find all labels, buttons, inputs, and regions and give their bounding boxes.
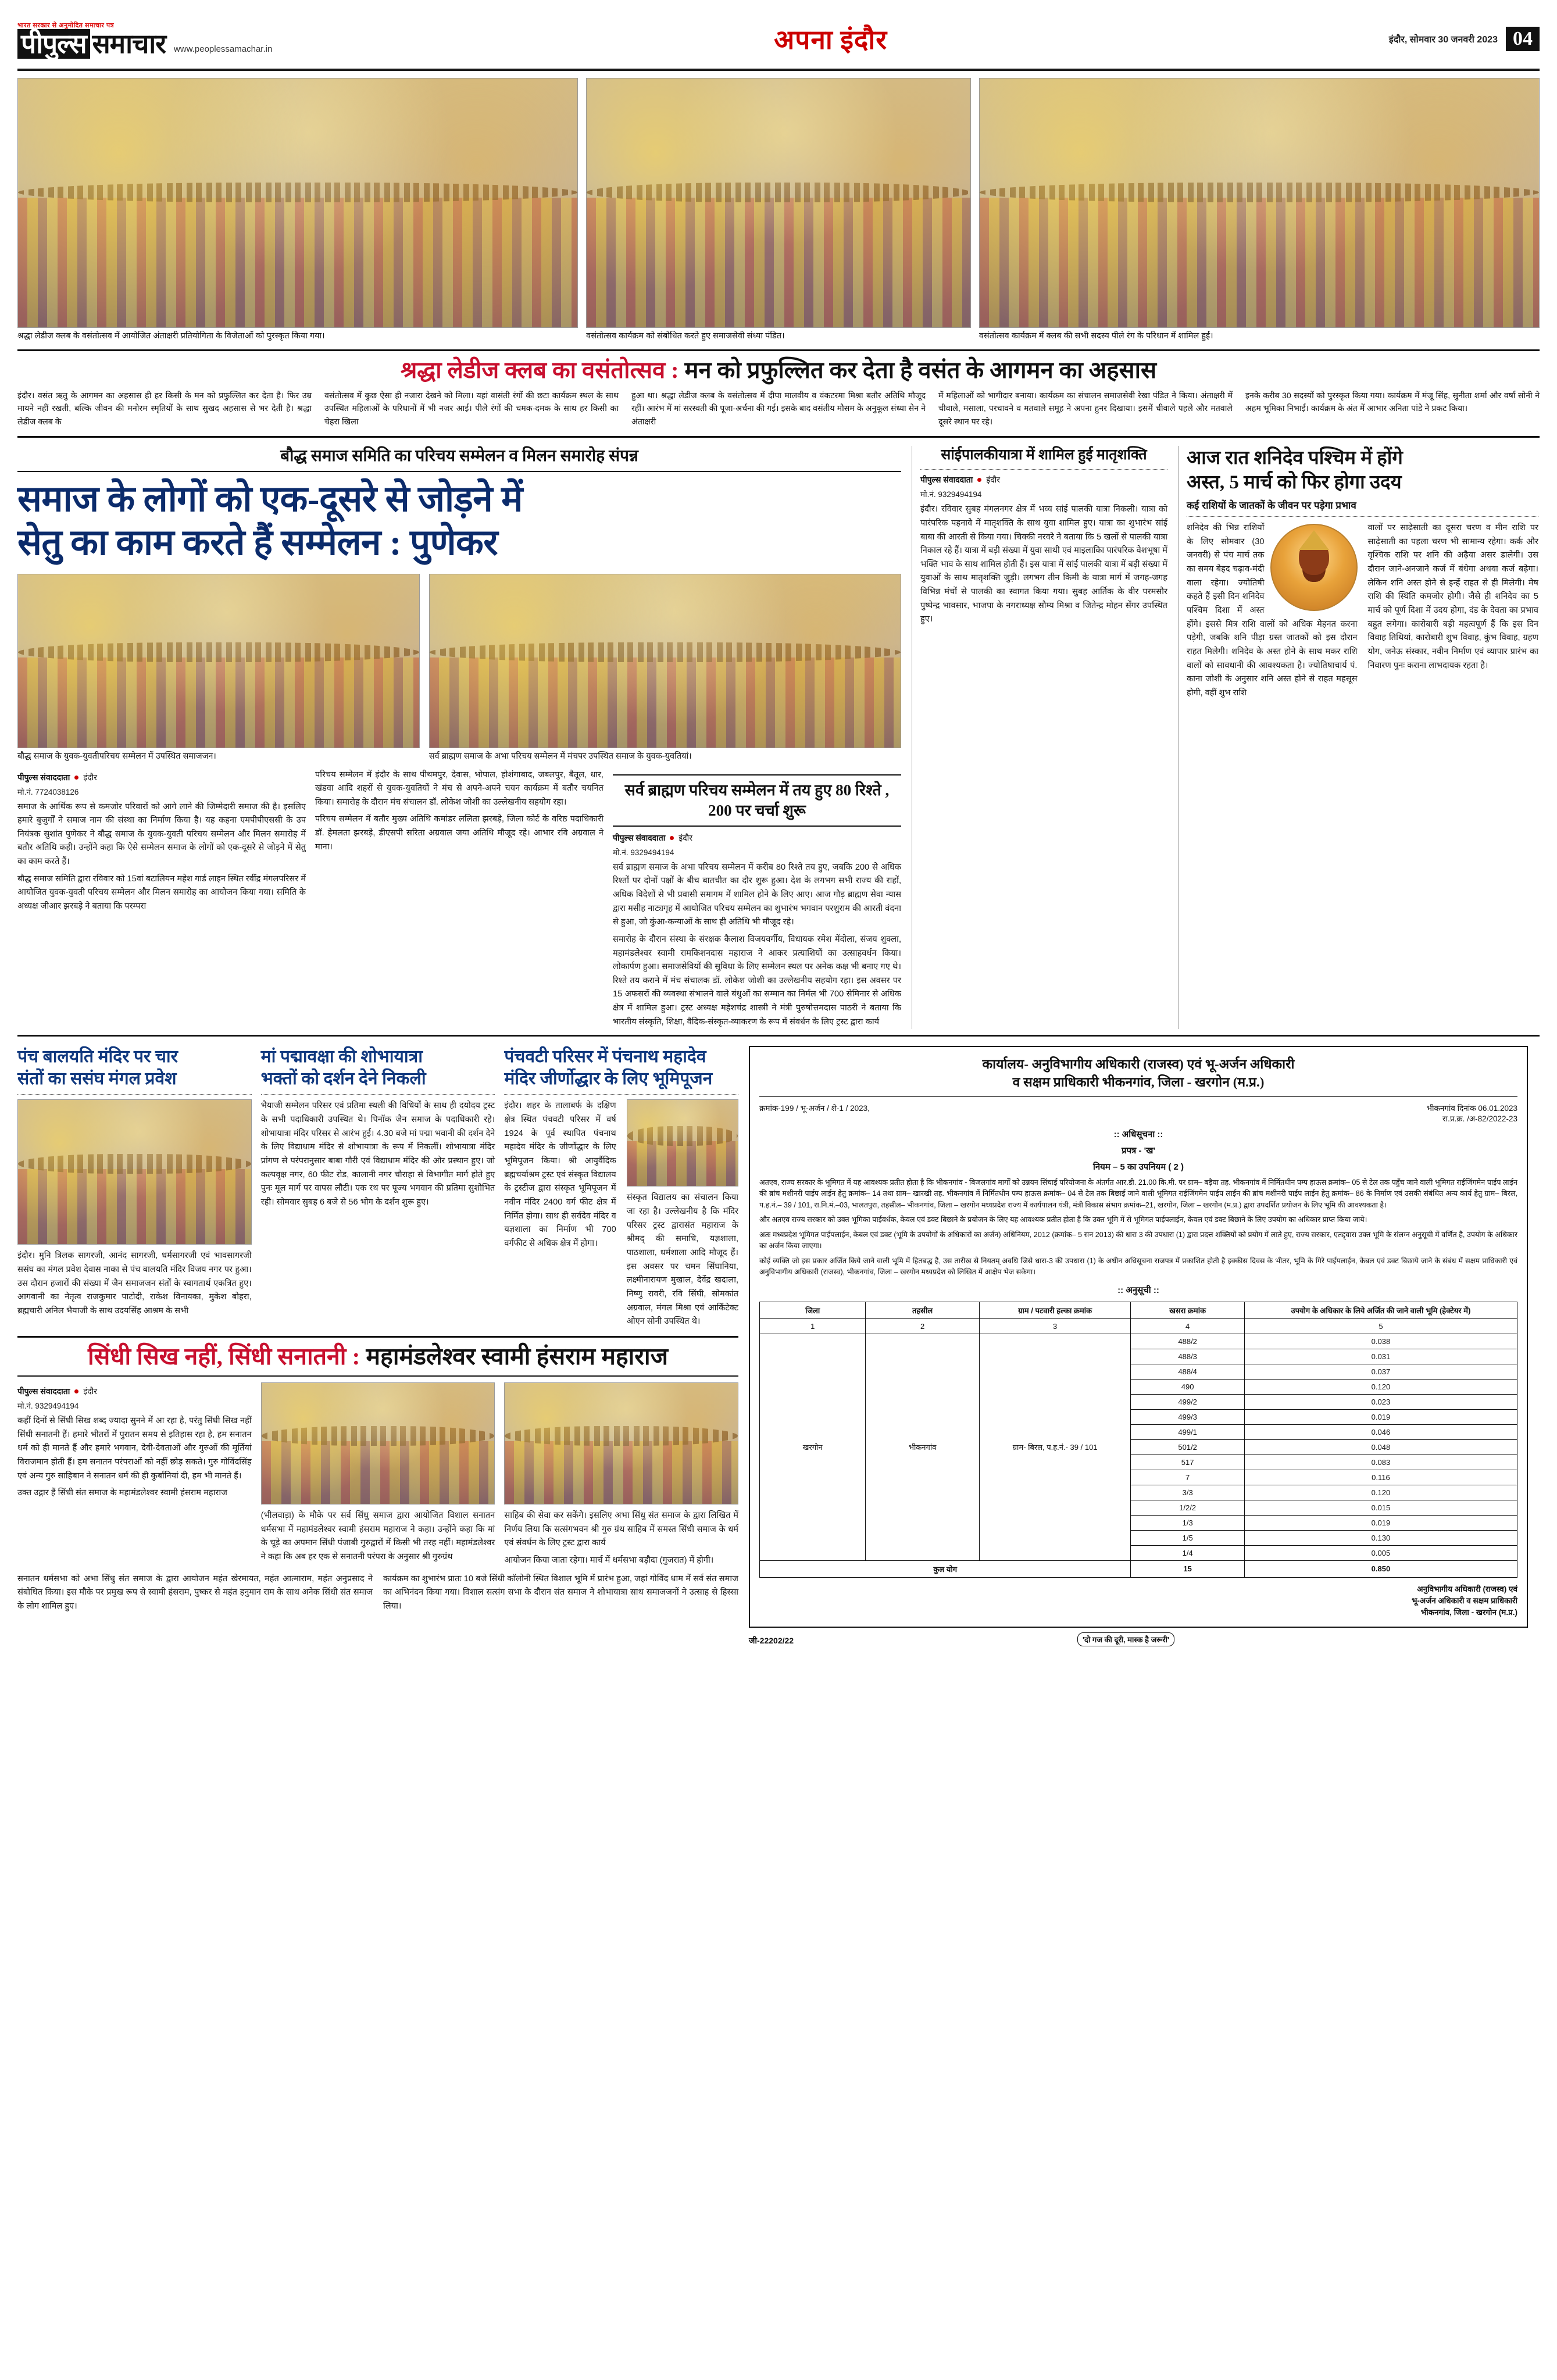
photo-panch-balyati: [17, 1099, 252, 1245]
sindhi-headline-black: महामंडलेश्वर स्वामी हंसराम महाराज: [366, 1342, 669, 1370]
shani-subhead: कई राशियों के जातकों के जीवन पर पड़ेगा प्रभाव: [1187, 500, 1356, 512]
shani-deity-icon: [1270, 524, 1358, 611]
notice-adhisuchana-label: :: अधिसूचना ::: [1113, 1129, 1163, 1139]
bottom-left-stories: [17, 1046, 738, 1646]
notice-footer: [749, 1632, 1528, 1646]
td-area-hectare: 0.005: [1244, 1545, 1517, 1560]
logo-title: [17, 28, 166, 59]
td-district: खरगोन: [760, 1334, 866, 1560]
buddh-byline-tag: पीपुल्स संवाददाता: [17, 772, 70, 782]
notice-footer-code: जी-22202/22: [749, 1636, 794, 1646]
shradha-headline: [17, 357, 1540, 384]
buddh-photo-caption-1: बौद्ध समाज के युवक-युवतीपरिचय सम्मेलन में उपस्थित समाजजन।: [17, 751, 216, 761]
sai-headline: सांईपालकीयात्रा में शामिल हुई मातृशक्ति: [941, 446, 1147, 463]
buddh-photo-cell-2: [429, 574, 901, 763]
td-khasra-number: 517: [1131, 1455, 1244, 1470]
td-num-2: 2: [866, 1318, 979, 1334]
sindhi-headline: [17, 1342, 738, 1371]
td-khasra-number: 1/5: [1131, 1530, 1244, 1545]
td-num-5: 5: [1244, 1318, 1517, 1334]
td-area-hectare: 0.083: [1244, 1455, 1517, 1470]
sindhi-body-5: उक्त उद्गार हैं सिंधी संत समाज के महामंडलेश्वर स्वामी हंसराम महाराज: [17, 1488, 227, 1498]
buddh-text-col-2: [315, 769, 603, 1030]
brahman-byline: [613, 832, 901, 844]
panch-body: इंदौर। मुनि त्रिलक सागरजी, आनंद सागरजी, धर्मसागरजी एवं भावसागरजी ससंघ का मंगल प्रवेश देवास नाका से पंच बालयति मंदिर विजय नगर पर हुआ। उस दौरान हजारों की संख्या में जैन समाजजन संतों के स्वागतार्थ एकत्रित हुए। आगवानी का नेतृत्व राजकुमार पाटोदी, राकेश विनायका, मुकेश बोहरा, ब्रह्मचारी अनिल भैयाजी के साथ उदयसिंह आश्रम के सभी: [17, 1251, 252, 1316]
shradha-col-2: वसंतोत्सव में कुछ ऐसा ही नजारा देखने को मिला। यहां वासंती रंगों की छटा कार्यक्रम स्थल के साथ उपस्थित महिलाओं के परिधानों में भी नजर आई। पीले रंगों की चमक-दमक के साथ हर किसी का चेहरा खिला: [324, 391, 619, 427]
sindhi-headline-red: सिंधी सिख नहीं, सिंधी सनातनी :: [87, 1342, 360, 1370]
sindhi-byline: [17, 1386, 252, 1397]
td-village: ग्राम- बिरल, प.ह.नं.- 39 / 101: [979, 1334, 1131, 1560]
bullet-icon: [977, 478, 981, 482]
td-khasra-number: 1/3: [1131, 1515, 1244, 1530]
page-number: 04: [1506, 27, 1540, 51]
sindhi-body-7: कार्यक्रम का शुभारंभ प्रातः 10 बजे सिंधी कॉलोनी स्थित विशाल भूमि में प्रारंभ हुआ, जहां गोविंद धाम में सर्व संत समाज का अभिनंदन किया गया। विशाल सत्संग सभा के दौरान संत समाज ने शोभायात्रा साथ समाजजनों ने उत्साह से हिस्सा लिया।: [383, 1574, 738, 1611]
maa-body: भैयाजी सम्मेलन परिसर एवं प्रतिमा स्थली की विधियों के साथ ही दयोदय ट्रस्ट के सभी पदाधिकारी उपस्थित थे। पिनॉक जैन समाज के पदाधिकारी रहे। शोभायात्रा मंदिर परिसर से आरंभ हुई। 4.30 बजे मां पद्मा भवानी की दर्शन देने के लिए विद्याधाम मंदिर से शोभायात्रा के रूप में निकलीं। शोभायात्रा मंदिर प्रांगण से परंपरानुसार बाबा गौरी एवं विद्याधाम मंदिर की ओर प्रस्थान हुए। जो कल्पवृक्ष नगर, 60 फीट रोड, कालानी नगर चौराहा से विभागीत मार्ग होते हुए पुनः मूल मार्ग पर वापस लौटी। एक रथ पर पूज्य भगवान की प्रतिमा सुशोभित रही। सोमवार सुबह 6 बजे से 56 भोग के दर्शन शुरू हुए।: [260, 1101, 495, 1207]
sindhi-body-4: सनातन धर्मसभा को अभा सिंधु संत समाज के द्वारा आयोजन महंत खेरमायत, महंत आत्माराम, महंत अनुप्रसाद ने संबोधित किया। इस मौके पर प्रमुख रूप से स्वामी हंसराम, पुष्कर से महंत हनुमान राम के साथ अनेक सिंधी संत समाज के लोग शामिल हुए।: [17, 1574, 373, 1611]
buddh-body-4: परिचय सम्मेलन में बतौर मुख्य अतिथि कमांडर ललिता झरबड़े, जिला कोर्ट के वरिष्ठ पदाधिकारी डॉ. हेमलता झरबड़े, डीएसपी सरिता अग्रवाल जया अतिथि मौजूद रहे। आभार रवि अग्रवाल ने माना।: [315, 814, 603, 852]
buddh-mobile: मो.नं. 7724038126: [17, 787, 79, 796]
maa-headline-line1: मां पद्मावक्षा की शोभायात्रा: [260, 1047, 423, 1067]
khasra-table-body: [760, 1334, 1517, 1560]
td-area-hectare: 0.037: [1244, 1364, 1517, 1379]
sindhi-byline-location: इंदौर: [83, 1386, 98, 1396]
brahman-article: [613, 769, 901, 1030]
sindhi-article: [17, 1336, 738, 1377]
td-total-count: 15: [1131, 1560, 1244, 1577]
buddh-kicker: बौद्ध समाज समिति का परिचय सम्मेलन व मिलन समारोह संपन्न: [17, 446, 901, 472]
notice-meta: [759, 1103, 1517, 1124]
td-khasra-number: 499/1: [1131, 1424, 1244, 1439]
photo-sindhi-sabha: [261, 1382, 495, 1505]
notice-para-4: कोई व्यक्ति जो इस प्रकार अर्जित किये जाने वाली भूमि में हितबद्ध है, उस तारीख से नियतम् अवधि जिसे धारा-3 की उपधारा (1) के अधीन अधिसूचना राजपत्र में प्रकाशित होती है इक्कीस दिवस के भीतर, भूमि के गिरे पाईपलाईन, केबल एवं डक्ट बिछाये जाने के संबंध में सक्षम प्राधिकारी एवं अनुविभागीय अधिकारी (राजस्व), भीकनगांव, जिला – खरगोन मध्यप्रदेश को लिखित में आक्षेप भेज सकेगा।: [759, 1256, 1517, 1277]
covid-slogan: 'दो गज की दूरी, मास्क है जरूरी': [1077, 1632, 1174, 1646]
buddh-photo-caption-2: सर्व ब्राह्मण समाज के अभा परिचय सम्मेलन में मंचपर उपस्थित समाज के युवक-युवतियां।: [428, 751, 692, 761]
photo-sindhi-sant: [504, 1382, 738, 1505]
td-khasra-number: 501/2: [1131, 1439, 1244, 1455]
td-area-hectare: 0.015: [1244, 1500, 1517, 1515]
td-area-hectare: 0.116: [1244, 1470, 1517, 1485]
brahman-headline: सर्व ब्राह्मण परिचय सम्मेलन में तय हुए 80 रिश्ते , 200 पर चर्चा शुरू: [613, 774, 901, 827]
shradha-body: [17, 389, 1540, 429]
masthead: [17, 15, 1540, 71]
notice-prapatra-label: प्रपत्र - 'ख': [1121, 1145, 1156, 1156]
td-khasra-number: 490: [1131, 1379, 1244, 1394]
notice-para-2: और अतएव राज्य सरकार को उक्त भूमिका पाईवर्धक, केवल एवं डक्ट बिछाने के प्रयोजन के लिए यह आवश्यक प्रतीत होता है कि उक्त भूमि में से भूमिगत पाईपलाईन, केवल एवं डक्ट बिछाने के लिए उपयोग का अधिकार प्राप्त किया जाये।: [759, 1216, 1367, 1224]
shradha-col-3: हुआ था। श्रद्धा लेडीज क्लब के वसंतोत्सव में दीपा मालवीय व वंकटरमा मिश्रा बतौर अतिथि मौजूद रहीं। आरंभ में मां सरस्वती की पूजा-अर्चना की गई। इसके बाद वसंतीय मौसम के अनुकूल संध्या सेन ने अंताक्षरी: [631, 391, 926, 427]
td-num-4: 4: [1131, 1318, 1244, 1334]
sai-article: [912, 446, 1167, 1030]
td-num-3: 3: [979, 1318, 1131, 1334]
maa-article: [261, 1046, 495, 1328]
table-row: [760, 1334, 1517, 1349]
td-area-hectare: 0.120: [1244, 1485, 1517, 1500]
shradha-article: [17, 349, 1540, 438]
td-total-area: 0.850: [1244, 1560, 1517, 1577]
td-area-hectare: 0.031: [1244, 1349, 1517, 1364]
brahman-byline-location: इंदौर: [678, 832, 693, 842]
shradha-col-4: में महिलाओं को भागीदार बनाया। कार्यक्रम का संचालन समाजसेवी रेखा पंडित ने किया। अंताक्षरी में चीवाले, मसाला, परचावने व मतवाले समूह ने अपना हुनर दिखाया। इसमें चीवाले पहले और मतवाले दूसरे स्थान पर रहे।: [938, 391, 1233, 427]
photo-caption-1: श्रद्धा लेडीज क्लब के वसंतोत्सव में आयोजित अंताक्षरी प्रतियोगिता के विजेताओं को पुरस्कृत किया गया।: [17, 331, 325, 341]
td-area-hectare: 0.019: [1244, 1409, 1517, 1424]
td-khasra-number: 7: [1131, 1470, 1244, 1485]
shani-body-1: शनिदेव की भिन्न राशियों के लिए सोमवार (30 जनवरी) से पंच मार्च तक का समय बेहद चढ़ाव-मंदी वाला रहेगा। ज्योतिषी कहते हैं इसी दिन शनिदेव पश्चिम दिशा में अस्त होंगे। इससे मित्र राशि वालों को अधिक मेहनत करना पड़ेगी, जबकि शनि पीड़ा ग्रस्त जातकों को इस दौरान राहत मिलेगी। शनिदेव के अस्त होने के साथ मकर राशि वालों को सावधानी की आवश्यकता है। ज्योतिषाचार्य पं. काना जोशी के अनुसार शनि अस्त होने से राहत महसूस होगी, वहीं शुभ राशि: [1187, 523, 1358, 698]
sai-body: इंदौर। रविवार सुबह मंगलनगर क्षेत्र में भव्य सांई पालकी यात्रा निकली। यात्रा को पारंपरिक पहनावे में मातृशक्ति के साथ युवा शामिल हुए। यात्रा का शुभारंभ सांई बाबा की आरती से किया गया। चिक्की नरवरे ने बताया कि 5 खलों से पालकी यात्रा निकाल रहे हैं। यात्रा में बड़ी संख्या में युवा साथी एवं माइलाकिा पारंपरिक वेशभूषा में भक्ति भाव के साथ शामिल होती हैं। इस यात्रा में सांई पालकी यात्रा में बड़ी संख्या में युवाओं के साथ मातृशक्ति जुड़ी। लगभग तीन किमी के यात्रा मार्ग में जगह-जगह विभिन्न मंचों से पालकी का स्वागत किया गया। सुबह आर्तिक के वीर परमसौर पुष्पेन्द्र भावसार, भाजपा के नगराध्यक्ष सौम्य मिश्रा व जितेन्द्र मोहन सेंगर उपस्थित हुए।: [920, 505, 1167, 624]
panchvati-headline-line1: पंचवटी परिसर में पंचनाथ महादेव: [504, 1047, 706, 1067]
logo-title-part2: समाचार: [92, 28, 166, 59]
main-zone: [17, 446, 1540, 1030]
logo-tagline: भारत सरकार से अनुमोदित समाचार पत्र: [17, 22, 115, 29]
sindhi-col-2: [261, 1382, 495, 1568]
th-district: जिला: [760, 1302, 866, 1318]
notice-box: [749, 1046, 1528, 1628]
sindhi-body-3: साहिब की सेवा कर सकेंगे। इसलिए अभा सिंधु संत समाज के द्वारा लिखित में निर्णय लिया कि सत्संगभवन श्री गुरु ग्रंथ साहिब में समस्त सिंधी समाज के धर्म एवं संवर्धन के लिए ट्रस्ट द्वारा कार्य: [504, 1511, 739, 1548]
photo-brahman-sammelan: [429, 574, 901, 748]
td-total-label: कुल योग: [760, 1560, 1131, 1577]
buddh-body-2: बौद्ध समाज समिति द्वारा रविवार को 15वां बटालियन महेश गार्ड लाइन स्थित रवींद्र मंगलपरिसर में आयोजित युवक-युवती परिचय सम्मेलन और मिलन समारोह का आयोजन किया गया। समिति के अध्यक्ष जीआर झरबड़े ने बताया कि परम्परा: [17, 874, 306, 912]
notice-case-number: रा.प्र.क्र. /अ-82/2022-23: [1442, 1114, 1517, 1123]
bottom-zone: [17, 1046, 1540, 1646]
shani-headline-line2: अस्त, 5 मार्च को फिर होगा उदय: [1187, 471, 1402, 493]
masthead-left: [17, 21, 272, 58]
table-number-row: [760, 1318, 1517, 1334]
td-khasra-number: 488/2: [1131, 1334, 1244, 1349]
notice-niyam-label: नियम – 5 का उपनियम ( 2 ): [1092, 1162, 1184, 1172]
notice-title-line2: व सक्षम प्राधिकारी भीकनगांव, जिला - खरगोन (म.प्र.): [1012, 1075, 1265, 1090]
signature-line-2: भू-अर्जन अधिकारी व सक्षम प्राधिकारी: [1411, 1596, 1517, 1605]
maa-headline-line2: भक्तों को दर्शन देने निकली: [260, 1069, 426, 1088]
sindhi-mobile: मो.नं. 9329494194: [17, 1402, 79, 1410]
brahman-mobile: मो.नं. 9329494194: [613, 848, 674, 857]
panchvati-body-2: संस्कृत विद्यालय का संचालन किया जा रहा है। उल्लेखनीय है कि मंदिर परिसर ट्रस्ट द्वारासंत महाराज के श्रीमद् की समाधि, यज्ञशाला, पाठशाला, धर्मशाला आदि मौजूद हैं। इस अवसर पर चमन सिंघानिया, लक्ष्मीनारायण मुखाल, देवेंद्र खदाला, निष्णु रावरी, रवि सिंघी, सोमकांत अग्रवाल, मंगल मिश्रा एवं आर्किटेक्ट ओएन सोनी उपस्थित थे।: [626, 1193, 739, 1327]
shradha-headline-black: मन को प्रफुल्लित कर देता है वसंत के आगमन का अहसास: [684, 356, 1156, 383]
panch-article: [17, 1046, 252, 1328]
photo-shradha-1: [17, 78, 578, 328]
buddh-photo-cell-1: [17, 574, 420, 763]
sai-byline-tag: पीपुल्स संवाददाता: [920, 475, 973, 485]
th-area: उपयोग के अधिकार के लिये अर्जित की जाने वाली भूमि (हेक्टेयर में): [1244, 1302, 1517, 1318]
sindhi-body-6: आयोजन किया जाता रहेगा। मार्च में धर्मसभा बड़ौदा (गुजरात) में होगी।: [504, 1555, 714, 1565]
panchvati-col-2: [627, 1099, 738, 1328]
signature-line-1: अनुविभागीय अधिकारी (राजस्व) एवं: [1417, 1584, 1517, 1593]
sindhi-col-3: [504, 1382, 738, 1568]
td-khasra-number: 488/3: [1131, 1349, 1244, 1364]
brahman-body-1: सर्व ब्राह्मण समाज के अभा परिचय सम्मेलन में करीब 80 रिश्ते तय हुए, जबकि 200 से अधिक रिश्तों पर दोनों पक्षों के बीच बातचीत का दौर शुरू हुआ। देश के लगभग सभी राज्य की राहों, अधिक विदेशों से भी प्रवासी समागम में शामिल होने के लिए आए। आज गौड़ ब्राह्मण सेवा न्यास द्वारा मसीह नाट्यगृह में आयोजित परिचय सम्मेलन का शुभारंभ भगवान परशुराम की आरती वंदना से हुआ, जो कुंआ-कन्याओं के साथ ही अतिथि भी मौजूद रहे।: [613, 862, 901, 927]
table-total-row: [760, 1560, 1517, 1577]
th-village: ग्राम / पटवारी हल्का क्रमांक: [979, 1302, 1131, 1318]
notice-para-1: अतएव, राज्य सरकार के भूमिगत में यह आवश्यक प्रतीत होता है कि भीकनगांव - बिजलगांव मार्गों को उन्नयन सिंचाई परियोजना के अंतर्गत आर.डी. 21.00 कि.मी. पर ग्राम– बड़ैया तह. भीकनगांव में निर्मितधीन पम्प हाऊस क्रमांक– 05 से टेल तक पहुँच जाने वाली भूमिगत राईजिंगमेन पाईप लाईन की ब्रांच मशीनरी पाईप लाईन हेतु क्रमांक– 14 तथा ग्राम– खारखी तह. भीकनगांव में निर्मितधीन पम्प हाऊस क्रमांक– 04 से टेल तक बिछाई जाने वाली भूमिगत राईजिंगमेन पाईप लाईन की ब्रांच मशीनरी पाईप लाईन हेतु क्रमांक– 86 के निर्माण एवं उसकी संबंधित अन्य कार्य हेतु ग्राम– बिरल, प.ह.नं.– 39 / 101, रा.नि.मं.–03, भालतपुरा, तहसील– भीकनगांव, जिला – खरगोन मध्यप्रदेश राज्य में कार्यपालन यंत्री, मंत्री विकास संभाग क्रमांक–21, खरगोन, जिला – खरगोन (म.प्र.) द्वारा उपदर्शित प्रयोजन के लिए भूमि की आवश्यकता है।: [759, 1178, 1517, 1209]
td-area-hectare: 0.130: [1244, 1530, 1517, 1545]
photo-cell-3: [979, 78, 1540, 342]
brahman-byline-tag: पीपुल्स संवाददाता: [613, 832, 666, 842]
photo-buddh-sammelan: [17, 574, 420, 748]
panchvati-article: [504, 1046, 738, 1328]
photo-shradha-3: [979, 78, 1540, 328]
panch-headline-line2: संतों का ससंघ मंगल प्रवेश: [17, 1069, 177, 1088]
sindhi-col-1: [17, 1382, 252, 1568]
td-tehsil: भीकनगांव: [866, 1334, 979, 1560]
sai-mobile: मो.नं. 9329494194: [920, 490, 982, 499]
td-khasra-number: 3/3: [1131, 1485, 1244, 1500]
td-khasra-number: 1/2/2: [1131, 1500, 1244, 1515]
panchvati-col-1: [504, 1099, 616, 1328]
edition-date: इंदौर, सोमवार 30 जनवरी 2023: [1388, 35, 1498, 45]
td-khasra-number: 1/4: [1131, 1545, 1244, 1560]
photo-cell-1: [17, 78, 578, 342]
newspaper-logo: [17, 21, 166, 58]
sindhi-body-1: कहीं दिनों से सिंधी सिख शब्द ज्यादा सुनने में आ रहा है, परंतु सिंधी सिख नहीं सिंधी सनातनी हैं। हमारे भीतरों में पुरातन समय से इतिहास रहा है, हम सनातन धर्म को ही मानते हैं और हमारे भगवान, देवी-देवताओं और गुरुओं की मूर्तियां विराजमान होती हैं। हम सनातन परंपराओं को नहीं छोड़ सकते। गुरु गोविंदसिंह एवं अन्य गुरु साहिबान ने सनातन धर्म की ही कुर्बानियां दी, हम भी मानते हैं।: [17, 1416, 252, 1481]
masthead-right: [1389, 27, 1540, 51]
bullet-icon: [74, 1389, 78, 1393]
sindhi-body-2: (भीलवाड़ा) के मौके पर सर्व सिंधु समाज द्वारा आयोजित विशाल सनातन धर्मसभा में महामंडलेश्वर स्वामी हंसराम महाराज ने कहा। उन्होंने कहा कि मां के चूड़े का अपमान सिंधी पंजाबी गुरुद्वारों में किसी भी तरह नहीं। महामंडलेश्वर ने कहा कि अब हर एक से सनातनी परंपरा के अनुसार श्री गुरुग्रंथ: [260, 1511, 495, 1561]
th-khasra: खसरा क्रमांक: [1131, 1302, 1244, 1318]
shani-col-1: [1187, 521, 1358, 700]
photo-cell-2: [586, 78, 971, 342]
shani-col-2: [1368, 521, 1539, 700]
buddh-photo-row: [17, 574, 901, 763]
notice-anusuchi-label: :: अनुसूची ::: [1117, 1285, 1159, 1295]
signature-line-3: भीकनगांव, जिला - खरगोन (म.प्र.): [1420, 1608, 1517, 1617]
notice-signature: [759, 1584, 1517, 1619]
logo-title-part1: पीपुल्स: [17, 29, 90, 59]
td-area-hectare: 0.038: [1244, 1334, 1517, 1349]
notice-title-line1: कार्यालय- अनुविभागीय अधिकारी (राजस्व) एवं भू-अर्जन अधिकारी: [982, 1057, 1295, 1072]
photo-caption-2: वसंतोत्सव कार्यक्रम को संबोधित करते हुए समाजसेवी संध्या पंडित।: [586, 331, 785, 341]
td-area-hectare: 0.023: [1244, 1394, 1517, 1409]
sai-byline: [920, 474, 1167, 485]
sindhi-byline-tag: पीपुल्स संवाददाता: [17, 1386, 70, 1396]
shradha-col-5: इनके करीब 30 सदस्यों को पुरस्कृत किया गया। कार्यक्रम में मंजू सिंह, सुनीता शर्मा और वर्षा सोनी ने अहम भूमिका निभाई। कार्यक्रम के अंत में आभार अनिता पांडे ने प्रकट किया।: [1245, 391, 1540, 414]
buddh-body-3: परिचय सम्मेलन में इंदौर के साथ पीथमपुर, देवास, भोपाल, होशंगाबाद, जबलपुर, बैतूल, धार, खंडवा आदि शहरों से युवक-युवतियों ने मंच से अपने-अपने चयन कार्यक्रम में बतौर चयनित किया। समारोह के दौरान मंच संचालन डॉ. लोकेश जोशी का उल्लेखनीय सहयोग रहा।: [315, 770, 603, 807]
shradha-col-1: इंदौर। वसंत ऋतु के आगमन का अहसास ही हर किसी के मन को प्रफुल्लित कर देता है। फिर उम्र मायने नहीं रखती, बल्कि जीवन की मनोरम स्मृतियों के साथ सुखद अहसास से भर देती है। श्रद्धा लेडीज क्लब के: [17, 391, 312, 427]
notice-ref-number: क्रमांक-199 / भू-अर्जन / शे-1 / 2023,: [759, 1103, 870, 1113]
photo-panchnath-mandir: [627, 1099, 738, 1187]
table-header-row: [760, 1302, 1517, 1318]
buddh-article: [17, 446, 901, 1030]
td-area-hectare: 0.019: [1244, 1515, 1517, 1530]
photo-caption-3: वसंतोत्सव कार्यक्रम में क्लब की सभी सदस्य पीले रंग के परिधान में शामिल हुईं।: [979, 331, 1213, 341]
bullet-icon: [670, 836, 674, 840]
panchvati-headline-line2: मंदिर जीर्णोद्धार के लिए भूमिपूजन: [504, 1069, 713, 1088]
buddh-headline-line2: सेतु का काम करते हैं सम्मेलन : पुणेकर: [17, 523, 498, 563]
website-url[interactable]: www.peoplessamachar.in: [174, 44, 273, 54]
shradha-headline-red: श्रद्धा लेडीज क्लब का वसंतोत्सव :: [400, 356, 679, 383]
govt-notice: [749, 1046, 1528, 1646]
panch-headline-line1: पंच बालयति मंदिर पर चार: [17, 1047, 178, 1067]
section-title: अपना इंदौर: [774, 25, 888, 55]
shani-body-2: वालों पर साढ़ेसाती का दूसरा चरण व मीन राशि पर साढ़ेसाती का पहला चरण भी सामान्य रहेगा। कर्क और वृश्चिक राशि पर शनि की अढ़ैया असर डालेगी। उस दौरान जाने-अनजाने कर्ज में बंधेगा अथवा कर्ज बढ़ेगा। लेकिन शनि अस्त होने से इन्हें राहत से ही मिलेगी। मेष राशि की स्थिति कमजोर होगी। जैसे ही शनिदेव का 5 मार्च को पूर्ण दिशा में उदय होगा, दंड के देवता का प्रभाव बहुत लगेगा। कारोबारी बड़ी महत्वपूर्ण हैं कि इस दिन विवाह तिथियां, कारोबारी शुभ विवाह, कुंभ विवाह, ग्रहण योग, जनेऊ संस्कार, नवीन निर्माण एवं व्यापार प्रारंभ का निवारण पुनः कराना लाभदायक रहता है।: [1367, 523, 1538, 670]
khasra-table: [759, 1302, 1517, 1578]
sai-byline-location: इंदौर: [986, 475, 1001, 485]
shani-headline-line1: आज रात शनिदेव पश्चिम में होंगे: [1187, 447, 1403, 469]
td-num-1: 1: [760, 1318, 866, 1334]
top-photo-row: [17, 78, 1540, 342]
buddh-body-1: समाज के आर्थिक रूप से कमजोर परिवारों को आगे लाने की जिम्मेदारी समाज की है। इसलिए हमारे बुजुर्गों ने समाज नाम की संस्था का निर्माण किया है। यह कहना एमपीपीएससी के उप नियंत्रक सुशांत पुणेकर ने बौद्ध समाज के युवक-युवती परिचय सम्मेलन और मिलन समारोह में बतौर अतिथि कही। उन्होंने कहा कि ऐसे सम्मेलन समाज के लोगों को एक-दूसरे से जोड़ने में सेतु का काम करते हैं।: [17, 802, 306, 867]
td-area-hectare: 0.048: [1244, 1439, 1517, 1455]
buddh-headline-line1: समाज के लोगों को एक-दूसरे से जोड़ने में: [17, 479, 523, 519]
td-khasra-number: 499/3: [1131, 1409, 1244, 1424]
shani-article: [1178, 446, 1538, 1030]
td-area-hectare: 0.046: [1244, 1424, 1517, 1439]
td-khasra-number: 499/2: [1131, 1394, 1244, 1409]
panchvati-body-1: इंदौर। शहर के तालाबर्फ के दक्षिण क्षेत्र स्थित पंचवटी परिसर में वर्ष 1924 के पूर्व स्थापित पंचनाथ महादेव मंदिर के जीर्णोद्धार के लिए भूमिपूजन किया। श्री आयुर्वैदिक ब्रह्मचर्याश्रम ट्रस्ट एवं संस्कृत विद्यालय के ट्रस्टीज द्वारा संस्कृत भूमिपूजन में नवीन मंदिर 2400 वर्ग फीट क्षेत्र में निर्मित होगा। साथ ही सर्वदेव मंदिर व यज्ञशाला का निर्माण भी 700 वर्गफीट से अधिक क्षेत्र में होगा।: [504, 1101, 616, 1248]
brahman-body-2: समारोह के दौरान संस्था के संरक्षक कैलाश विजयवर्गीय, विधायक रमेश मेंदोला, संजय शुक्ला, महामंडलेश्वर स्वामी रामकिशनदास महाराज ने आकर प्रत्याशियों का उत्साहवर्धन किया। लोकार्पण हुआ। समाजसेवियों की सुविधा के लिए सम्मेलन स्थल पर अनेक कक्ष भी बनाए गए थे। रिश्ते तय कराने में मंच संचालक डॉ. लोकेश जोशी का उल्लेखनीय सहयोग रहा। इस अवसर पर 15 अफसरों की व्यवस्था संभालने वाले बंधुओं का सम्मान का निर्मल भी 700 सेमिनार से अधिक क्षेत्र में शामिल हुआ। ट्रस्ट अध्यक्ष महेशचंद्र शास्त्री ने मंत्री पुरुषोत्तमदास पाठरी ने बताया कि भारतीय संस्कृति, शिक्षा, वैदिक-संस्कृत-व्याकरण के रूप में संवर्धन के लिए ट्रस्ट द्वारा कार्य: [613, 934, 901, 1027]
buddh-text-col-1: [17, 769, 306, 1030]
td-area-hectare: 0.120: [1244, 1379, 1517, 1394]
notice-para-3: अतः मध्यप्रदेश भूमिगत पाईपलाईन, केबल एवं डक्ट (भूमि के उपयोगों के अधिकारों का अर्जन) अधिनियम, 2012 (क्रमांक– 5 सन 2013) की धारा 3 की उपधारा (1) द्वारा प्रदत्त शक्तियों को प्रयोग में लाते हुए, राज्य सरकार, एतद्द्वारा उक्त भूमि के संलग्न अनुसूची में वर्णित है, उपयोग के अधिकार का अर्जन किया जाएगा।: [759, 1230, 1517, 1250]
buddh-byline: [17, 772, 306, 783]
photo-shradha-2: [586, 78, 971, 328]
td-khasra-number: 488/4: [1131, 1364, 1244, 1379]
bullet-icon: [74, 776, 78, 780]
buddh-byline-location: इंदौर: [83, 772, 98, 782]
th-tehsil: तहसील: [866, 1302, 979, 1318]
notice-place-date: भीकनगांव दिनांक 06.01.2023: [1426, 1103, 1517, 1113]
